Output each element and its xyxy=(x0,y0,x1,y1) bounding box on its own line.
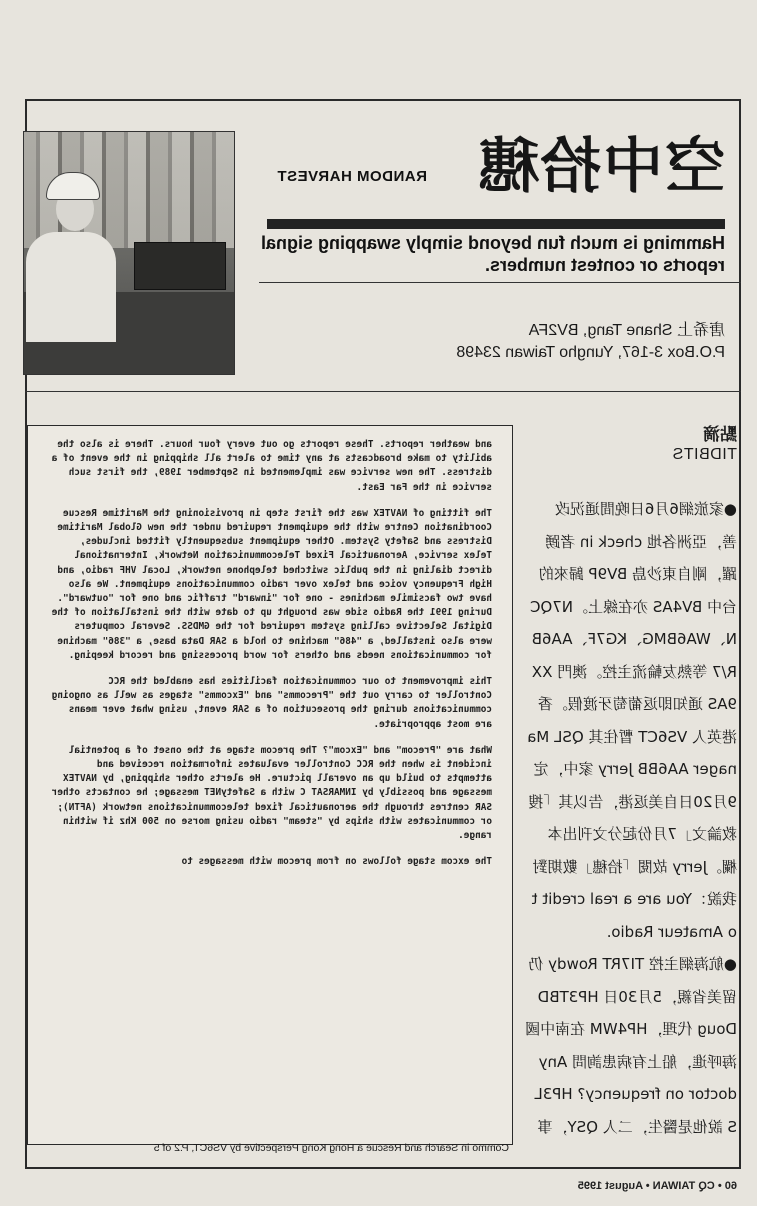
tidbits-paragraph: ●家旅網6月6日晚間通況改善，亞洲各地 check in 者踴躍，剛自東沙島 BV9P 歸來的台中 BV4AS 亦在線上。N7QCN、WA6BMG、KG7F、AA6BR/7 等熱友輪流主控。澳門 XX9AS 通知即返葡萄牙渡假。香港英人 VS6CT 暫住其 QSL Manager AA6BB Jerry 家中，定9月20日自美返港，告以其「搜救論文」7月份起分文刊出本欄。Jerry 故閱「拾穗」數期對我說：You are a real credit to Amateur Radio. xyxy=(527,500,737,941)
article-box xyxy=(27,425,513,1145)
photo-person-body xyxy=(26,232,116,342)
article-paragraph: and weather reports. These reports go out every four hours. There is also the ability to make broadcasts at any time to alert all shipping in the event of a distress. The new service was implemented in September 1989, the first such service in the Far East. xyxy=(51,439,492,493)
page-footer: 60 • CQ TAIWAN • August 1995 xyxy=(577,1180,737,1192)
tagline: Hamming is much fun beyond simply swapping signal reports or contest numbers. xyxy=(260,233,725,275)
author-info xyxy=(345,320,725,364)
author-address: P.O.Box 3-167, Yungho Taiwan 23498 xyxy=(456,344,725,361)
column-title-cjk: 空中拾穗 xyxy=(477,132,725,202)
article-paragraph: What are "Precom" and "Excom"? The precom stage at the onset of a potential incident is when the RCC Controller evaluates information received and attempts to build up an overall picture. He alerts other shipping, by NAVTEX message and possibly by INMARSAT C with a SafetyNET message; he contacts other SAR centres through the aeronautical fixed telecommunications network (AFTN); or communicates with ships by "steam" radio using morse on 500 Khz if within range. xyxy=(51,744,492,842)
column-title-en: RANDOM HARVEST xyxy=(276,168,427,185)
tidbits-column xyxy=(525,493,737,1143)
divider xyxy=(25,391,741,392)
section-heading-cjk: 點滴 xyxy=(703,425,737,445)
article-paragraph: This improvement to our communication facilities has enabled the RCC Controller to carry out the "Precomms" and "Excomms" stages as well as ongoing communications during the prosecution of a SAR event, using what ever means are most appropriate. xyxy=(51,676,492,730)
article-text xyxy=(48,438,492,1118)
article-paragraph: The excom stage follows on from precom with messages to xyxy=(181,856,492,868)
article-paragraph: The fitting of NAVTEX was the first step in provisioning the Maritime Rescue Coordination Centre with the equipment required under the new Global Maritime Distress and Safety System. Other equipment subsequently fitted includes, Telex service, Aeronautical Fixed Telecommunication Network, International direct dialing in the public switched telephone network, Local VHF radio, and High Frequency voice and telex over radio communications equipment. We also have two facsimile machines - one for "inward" traffic and one for "outward". During 1991 the Radio side was brought up to date with the installation of the Digital Selective calling system required for the GMDSS. Several computers were also installed, a "486" machine to hold a SAR Data base, a "386" machine for communications needs and others for word processing and record keeping. xyxy=(51,507,492,661)
article-caption: Commo in Search and Rescue a Hong Kong Perspective by VS6CT, P.2 of 5 xyxy=(153,1142,509,1154)
author-name: 唐希上 Shane Tang, BV2FA xyxy=(528,322,725,339)
divider xyxy=(259,282,741,283)
author-photo xyxy=(23,131,235,375)
photo-radio-equipment xyxy=(134,242,226,290)
section-heading-en: TIDBITS xyxy=(672,446,737,463)
title-bar xyxy=(267,219,725,229)
tidbits-paragraph: ●航海網主控 TI7RT Rowdy 仍留美省親，5月30日 HP3TBD Doug 代理，HP4WM 在南中國海呼進，船上有病患詢問 Any doctor on frequency? HP3LS 說他是醫生，二人 QSY，事 xyxy=(525,955,737,1136)
